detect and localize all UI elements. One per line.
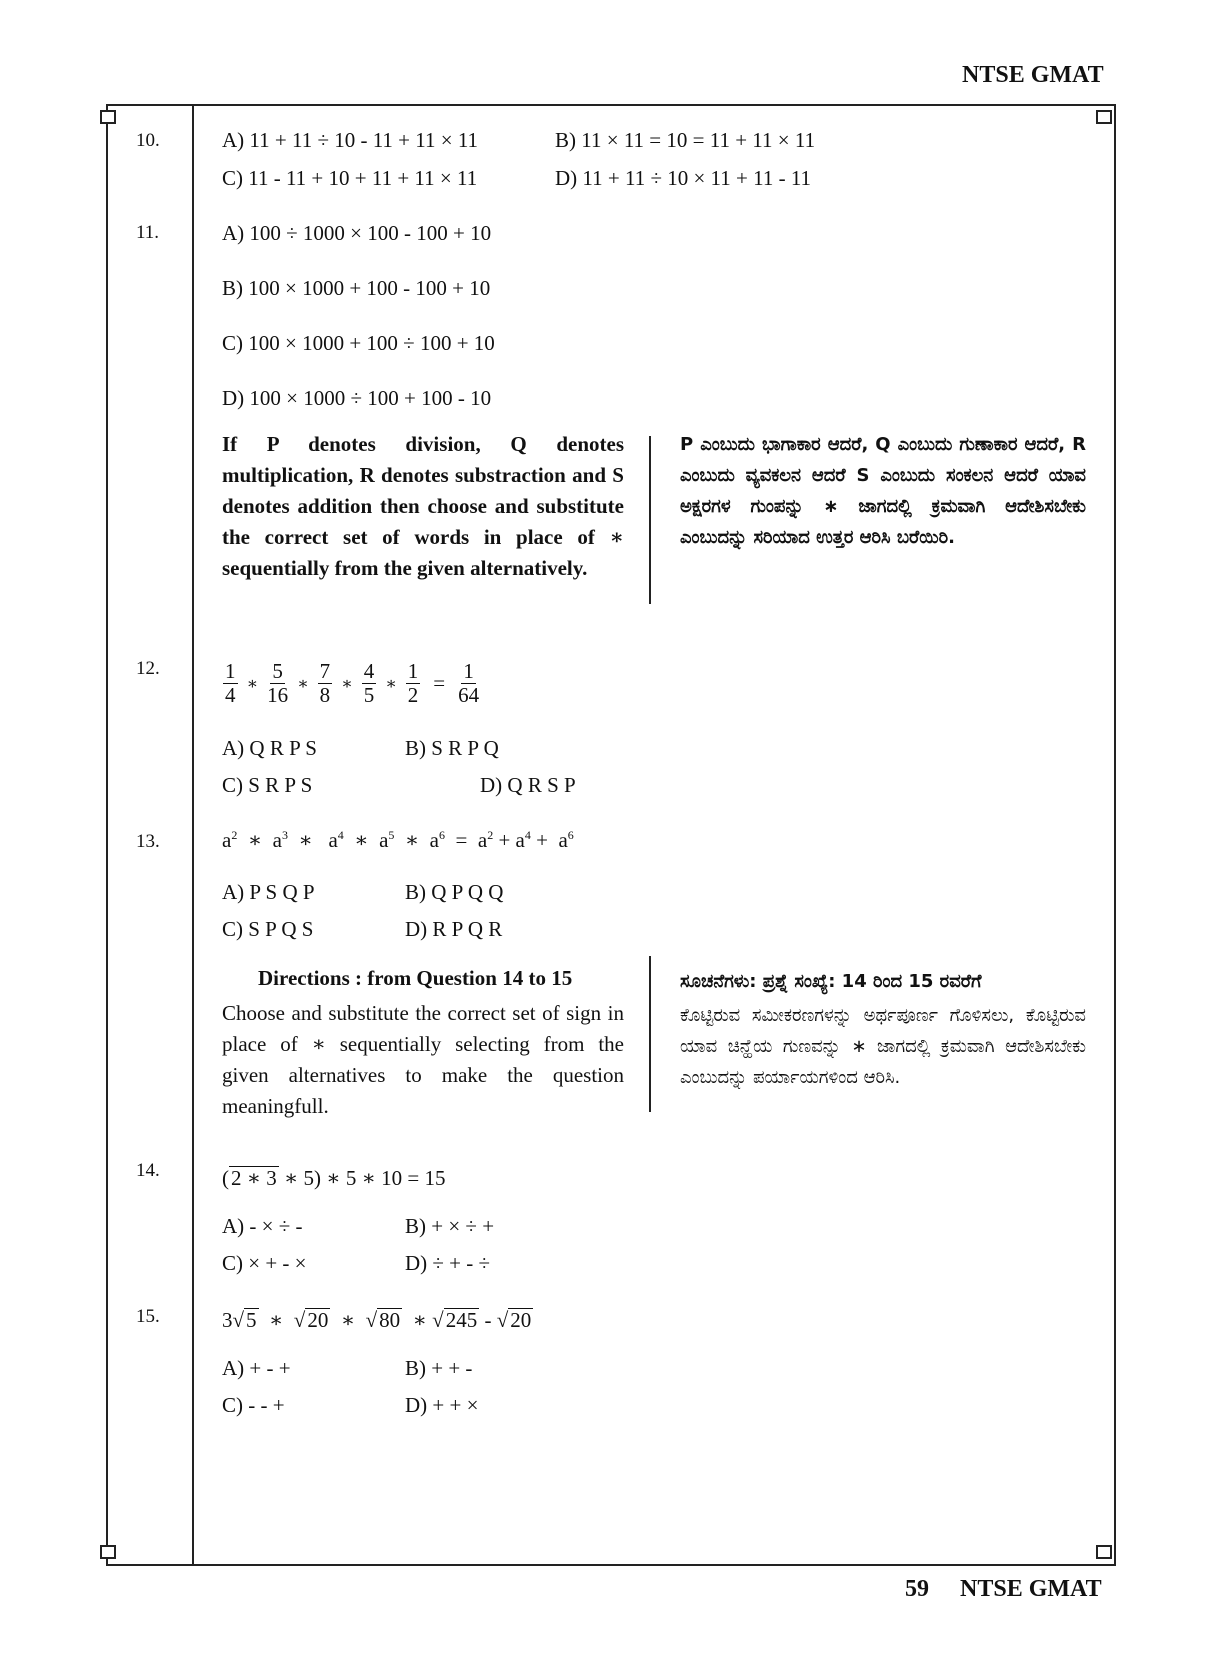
q12-option-d: D) Q R S P: [480, 773, 576, 797]
q10-option-c: C) 11 - 11 + 10 + 11 + 11 × 11: [222, 166, 478, 190]
q10-option-d: D) 11 + 11 ÷ 10 × 11 + 11 - 11: [555, 166, 812, 190]
page-number: 59: [905, 1576, 929, 1602]
star-symbol: ∗: [297, 673, 309, 693]
q12-equation: [220, 660, 482, 707]
q15-option-a: A) + - +: [222, 1356, 291, 1380]
directions-kannada-title: ಸೂಚನೆಗಳು: ಪ್ರಶ್ನೆ ಸಂಖ್ಯೆ: 14 ರಿಂದ 15 ರವರೆಗೆ: [680, 971, 982, 992]
instruction-divider: [649, 436, 651, 604]
q15-option-c: C) - - +: [222, 1393, 285, 1417]
q11-option-a: A) 100 ÷ 1000 × 100 - 100 + 10: [222, 221, 492, 245]
q11-option-c: C) 100 × 1000 + 100 ÷ 100 + 10: [222, 331, 495, 355]
directions-english: Choose and substitute the correct set of sign in place of ∗ sequentially selecting from the given alternatives to make the question meaningfull.: [222, 1001, 624, 1118]
fraction: $\frac{7}{8}$: [319, 659, 331, 707]
q13-option-a: A) P S Q P: [222, 880, 315, 904]
header-title: NTSE GMAT: [962, 62, 1104, 88]
star-symbol: ∗: [385, 673, 397, 693]
fraction: $\frac{4}{5}$: [363, 659, 375, 707]
q14-option-c: C) × + - ×: [222, 1251, 307, 1275]
q13-option-d: D) R P Q R: [405, 917, 503, 941]
q14-option-b: B) + × ÷ +: [405, 1214, 495, 1238]
instruction-kannada: P ಎಂಬುದು ಭಾಗಾಕಾರ ಆದರೆ, Q ಎಂಬುದು ಗುಣಾಕಾರ ಆದರೆ, R ಎಂಬುದು ವ್ಯವಕಲನ ಆದರೆ S ಎಂಬುದು ಸಂಕಲನ ಆದರೆ ಯಾವ ಅಕ್ಷರಗಳ ಗುಂಪನ್ನು ∗ ಜಾಗದಲ್ಲಿ ಕ್ರಮವಾಗಿ ಆದೇಶಿಸಬೇಕು ಎಂಬುದನ್ನು ಸರಿಯಾದ ಉತ್ತರ ಆರಿಸಿ ಬರೆಯಿರಿ.: [680, 434, 1086, 548]
q11-option-d: D) 100 × 1000 ÷ 100 + 100 - 10: [222, 386, 492, 410]
question-number: 10.: [136, 130, 160, 151]
star-symbol: ∗: [246, 673, 259, 693]
question-number: 15.: [136, 1306, 160, 1327]
q15-option-b: B) + + -: [405, 1356, 473, 1380]
question-number: 13.: [136, 831, 160, 852]
directions-divider: [649, 956, 651, 1112]
q10-option-a: A) 11 + 11 ÷ 10 - 11 + 11 × 11: [222, 128, 479, 152]
frame-corner-tl: [100, 110, 116, 124]
fraction: $\frac{5}{16}$: [267, 659, 289, 707]
frame-corner-tr: [1096, 110, 1112, 124]
directions-kannada: ಕೊಟ್ಟಿರುವ ಸಮೀಕರಣಗಳನ್ನು ಅರ್ಥಪೂರ್ಣ ಗೊಳಿಸಲು, ಕೊಟ್ಟಿರುವ ಯಾವ ಚಿನ್ಹೆಯ ಗುಣವನ್ನು ∗ ಜಾಗದಲ್ಲಿ ಕ್ರಮವಾಗಿ ಆದೇಶಿಸಬೇಕು ಎಂಬುದನ್ನು ಪರ್ಯಾಯಗಳಿಂದ ಆರಿಸಿ.: [680, 1005, 1086, 1088]
question-number: 12.: [136, 658, 160, 679]
q12-option-a: A) Q R P S: [222, 736, 317, 760]
q13-equation: $a^2$ ∗ $a^3$ ∗ $a^4$ ∗ $a^5$ ∗ $a^6 = a^2 + a^4 + a^6$: [222, 828, 574, 852]
footer-title: NTSE GMAT: [960, 1576, 1102, 1602]
question-number: 11.: [136, 222, 160, 243]
fraction: $\frac{1}{4}$: [225, 659, 236, 707]
equals-sign: =: [433, 671, 446, 695]
frame-corner-br: [1096, 1545, 1112, 1559]
fraction: $\frac{1}{64}$: [458, 659, 480, 707]
q14-option-d: D) ÷ + - ÷: [405, 1251, 491, 1275]
directions-title: Directions : from Question 14 to 15: [258, 966, 573, 990]
frame-corner-bl: [100, 1545, 116, 1559]
instruction-english: If P denotes division, Q denotes multiplication, R denotes substraction and S denotes addition then choose and substitute the correct set of words in place of ∗ sequentially from the given alternatively.: [222, 432, 624, 580]
q12-option-c: C) S R P S: [222, 773, 313, 797]
q14-option-a: A) - × ÷ -: [222, 1214, 303, 1238]
star-symbol: ∗: [341, 673, 353, 693]
q15-option-d: D) + + ×: [405, 1393, 479, 1417]
q12-option-b: B) S R P Q: [405, 736, 499, 760]
q15-equation: 3√5 ∗ √20 ∗ √80 ∗ √245 - √20: [222, 1308, 532, 1332]
number-column-divider: [192, 104, 194, 1566]
q10-option-b: B) 11 × 11 = 10 = 11 + 11 × 11: [555, 128, 816, 152]
q13-option-b: B) Q P Q Q: [405, 880, 504, 904]
q13-option-c: C) S P Q S: [222, 917, 314, 941]
q14-equation: (2 ∗ 3 ∗ 5) ∗ 5 ∗ 10 = 15: [222, 1166, 446, 1190]
fraction: $\frac{1}{2}$: [407, 659, 419, 707]
q11-option-b: B) 100 × 1000 + 100 - 100 + 10: [222, 276, 491, 300]
question-number: 14.: [136, 1160, 160, 1181]
